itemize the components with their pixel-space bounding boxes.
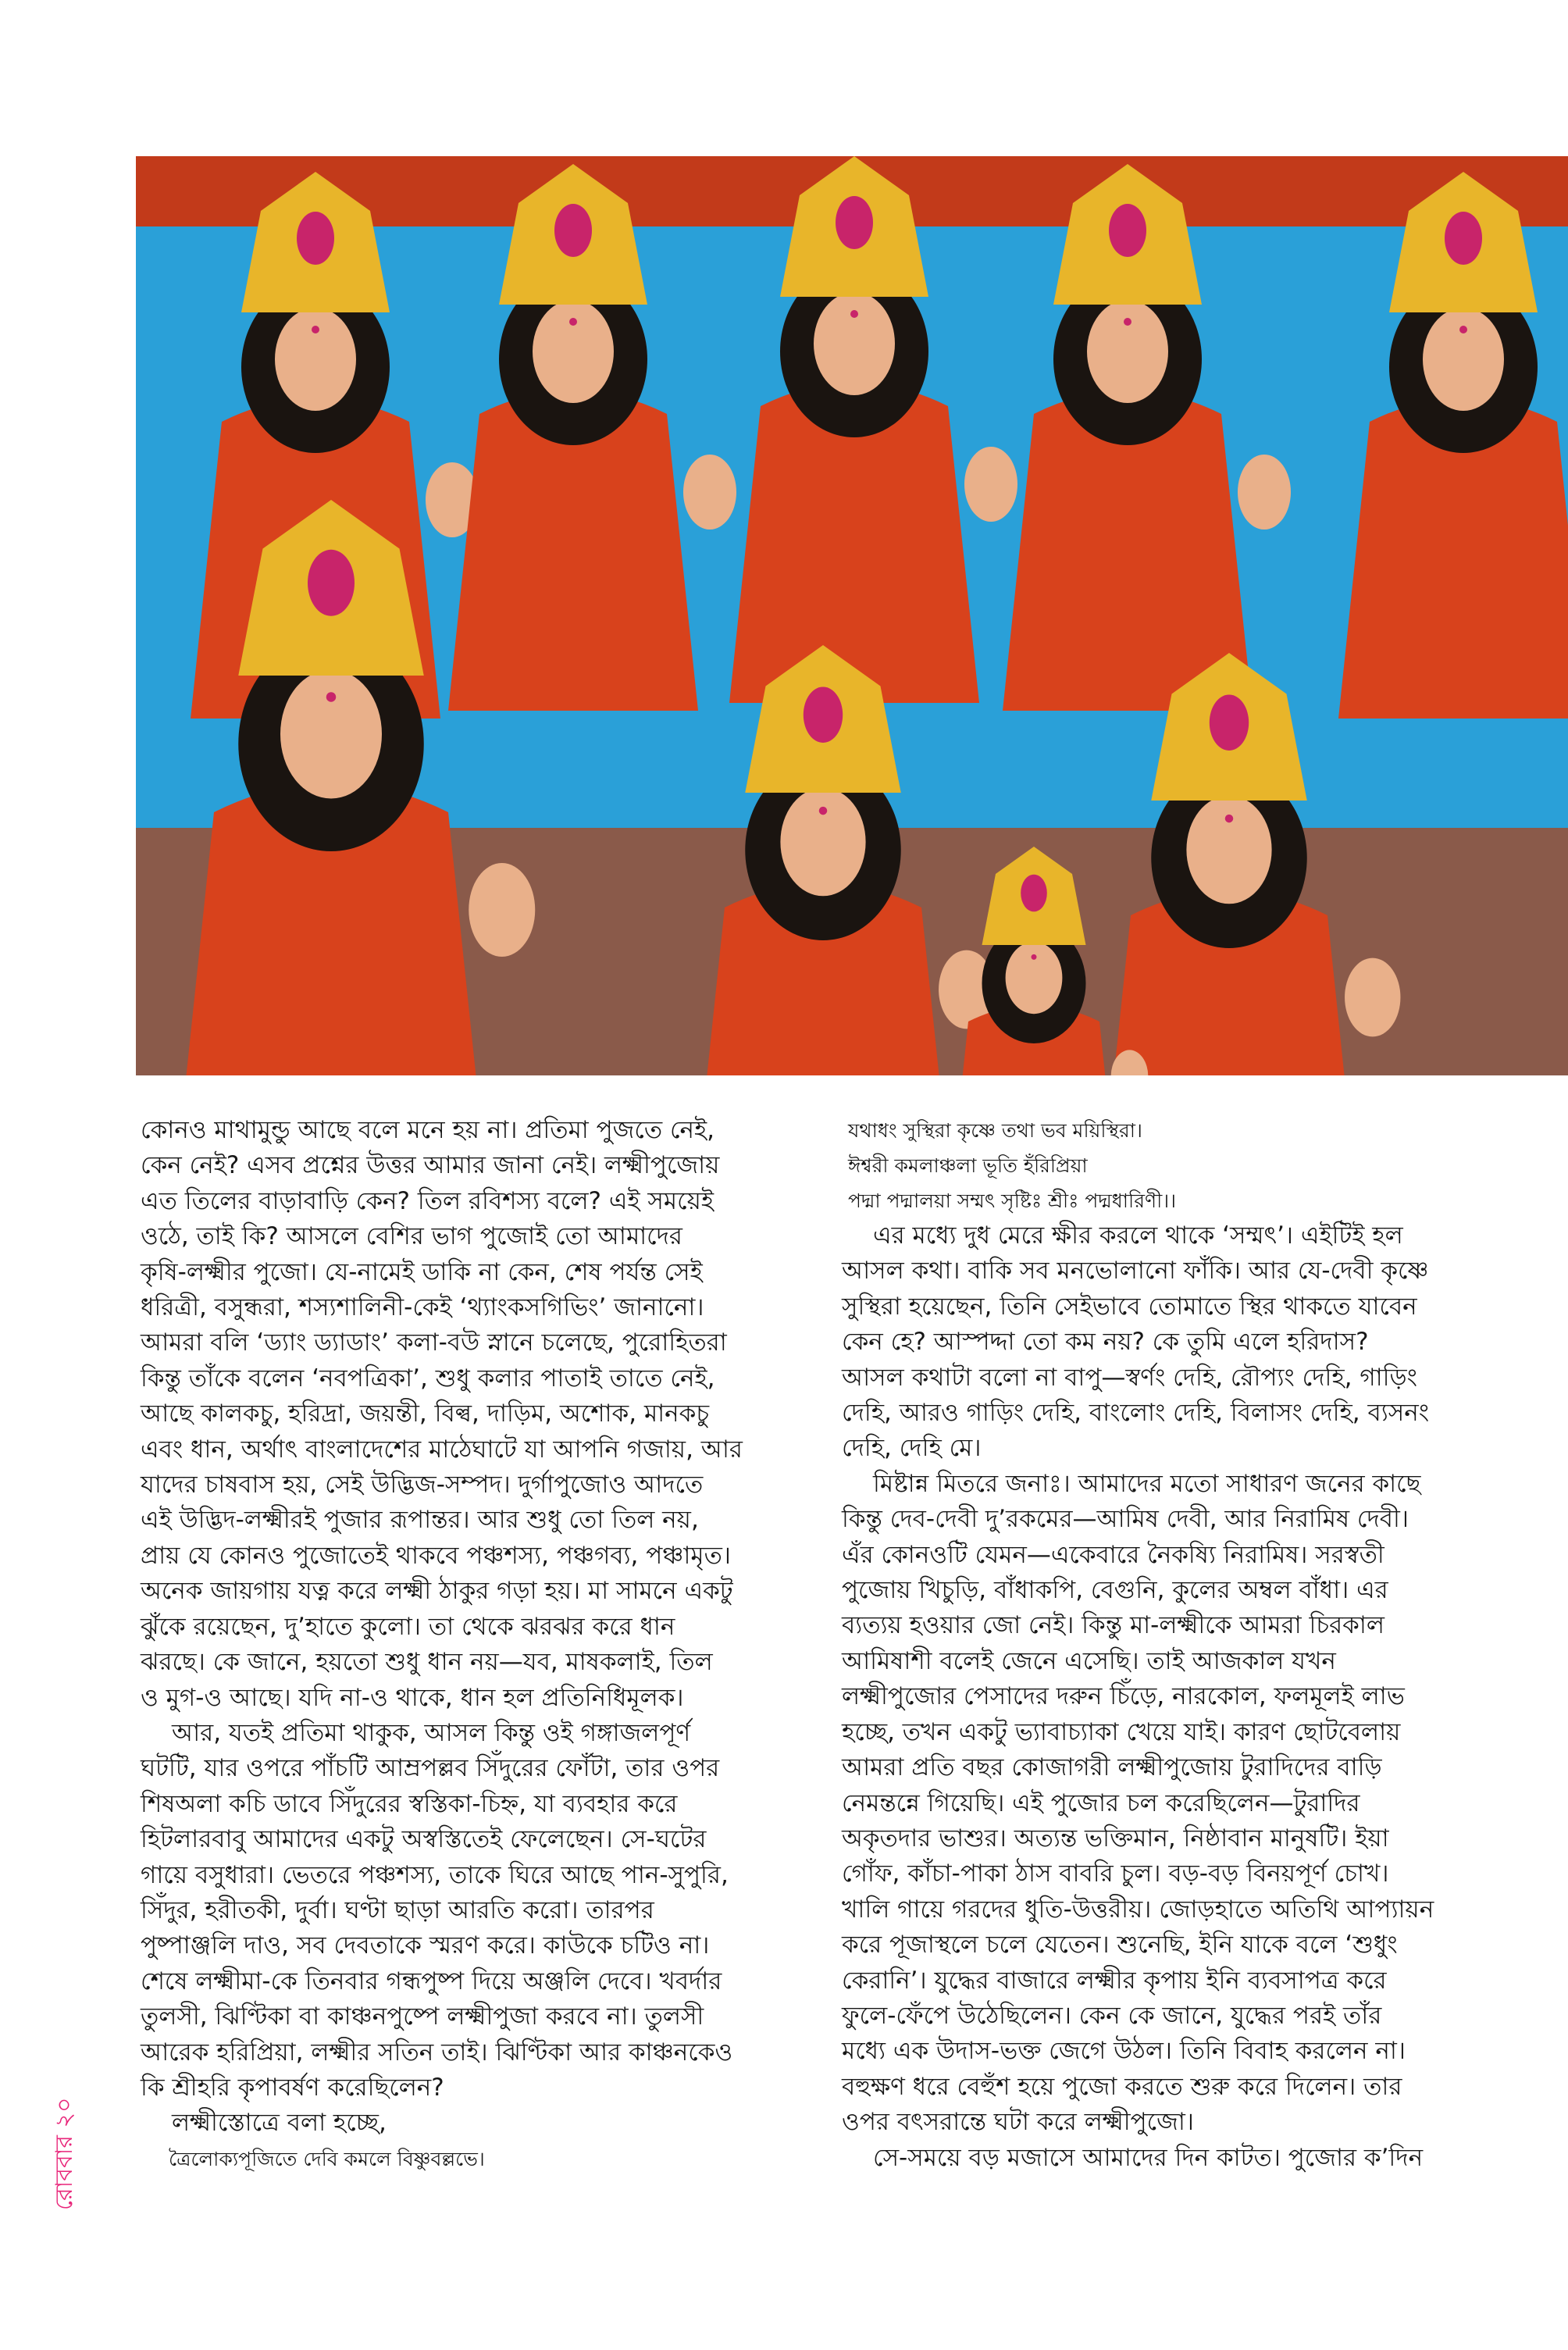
text-line: মিষ্টান্ন মিতরে জনাঃ। আমাদের মতো সাধারণ জনের কাছে	[873, 1469, 1421, 1498]
text-line: ঝরছে। কে জানে, হয়তো শুধু ধান নয়—যব, মাষকলাই, তিল	[141, 1648, 713, 1677]
text-line: এই উদ্ভিদ-লক্ষ্মীরই পুজার রূপান্তর। আর শুধু তো তিল নয়,	[141, 1506, 699, 1535]
idol-9-crown-jewel	[1021, 875, 1047, 912]
text-line: লক্ষ্মীস্তোত্রে বলা হচ্ছে,	[172, 2109, 387, 2138]
idol-8-crown-jewel	[1210, 695, 1249, 751]
article-column-left	[141, 1113, 765, 2177]
idol-2-bindi	[569, 318, 577, 326]
text-line: বহুক্ষণ ধরে বেহুঁশ হয়ে পুজো করতে শুরু করে দিলেন। তার	[842, 2072, 1402, 2101]
idol-6-crown-jewel	[308, 550, 355, 616]
idol-4-raised-hand	[1238, 455, 1291, 530]
idol-1-bindi	[312, 326, 319, 333]
idol-8-bindi	[1225, 815, 1234, 823]
text-line: ঘটটি, যার ওপরে পাঁচটি আম্রপল্লব সিঁদুরের ফোঁটা, তার ওপর	[141, 1754, 720, 1783]
idol-3-bindi	[850, 310, 858, 318]
idol-3-raised-hand	[964, 447, 1017, 522]
idol-2-raised-hand	[683, 455, 736, 530]
text-line: সে-সময়ে বড় মজাসে আমাদের দিন কাটত। পুজোর ক’দিন	[873, 2143, 1424, 2172]
text-line: অনেক জায়গায় যত্ন করে লক্ষ্মী ঠাকুর গড়া হয়। মা সামনে একটু	[141, 1577, 733, 1606]
text-line: ওপর বৎসরান্তে ঘটা করে লক্ষ্মীপুজো।	[842, 2108, 1194, 2137]
lakshmi-idols-photo	[136, 156, 1568, 1075]
text-line: এঁর কোনওটি যেমন—একেবারে নৈকষ্যি নিরামিষ। সরস্বতী	[842, 1540, 1384, 1569]
idol-5-crown-jewel	[1445, 212, 1482, 265]
text-line: শিষঅলা কচি ডাবে সিঁদুরের স্বস্তিকা-চিহ্ন, যা ব্যবহার করে	[141, 1789, 678, 1818]
text-line: আছে কালকচু, হরিদ্রা, জয়ন্তী, বিল্ব, দাড়িম, অশোক, মানকচু	[141, 1400, 710, 1428]
idol-6-bindi	[326, 692, 337, 702]
text-line: আরেক হরিপ্রিয়া, লক্ষ্মীর সতিন তাই। ঝিণ্টিকা আর কাঞ্চনকেও	[141, 2038, 733, 2067]
verse-line: ঈশ্বরী কমলাঞ্চলা ভূতি হঁরিপ্রিয়া	[848, 1154, 1088, 1177]
text-line: এবং ধান, অর্থাৎ বাংলাদেশের মাঠেঘাটে যা আপনি গজায়, আর	[141, 1435, 743, 1464]
text-line: দেহি, দেহি মে।	[842, 1434, 982, 1463]
text-line: ধরিত্রী, বসুন্ধরা, শস্যশালিনী-কেই ‘থ্যাংকসগিভিং’ জানানো।	[141, 1293, 704, 1322]
text-line: ওঠে, তাই কি? আসলে বেশির ভাগ পুজোই তো আমাদের	[141, 1222, 682, 1251]
text-line: কেরানি’। যুদ্ধের বাজারে লক্ষ্মীর কৃপায় ইনি ব্যবসাপত্র করে	[842, 1966, 1387, 1995]
idol-2-face	[533, 300, 614, 403]
text-line: পুজোয় খিচুড়ি, বাঁধাকপি, বেগুনি, কুলের অম্বল বাঁধা। এর	[842, 1576, 1388, 1605]
text-line: কিন্তু দেব-দেবী দু’রকমের—আমিষ দেবী, আর নিরামিষ দেবী।	[842, 1505, 1409, 1534]
text-line: তুলসী, ঝিণ্টিকা বা কাঞ্চনপুষ্পে লক্ষ্মীপুজা করবে না। তুলসী	[141, 2002, 704, 2031]
text-line: মধ্যে এক উদাস-ভক্ত জেগে উঠল। তিনি বিবাহ করলেন না।	[842, 2037, 1406, 2066]
idol-1-crown-jewel	[297, 212, 334, 265]
text-line: যাদের চাষবাস হয়, সেই উদ্ভিজ-সম্পদ। দুর্গাপুজোও আদতে	[141, 1471, 704, 1500]
text-line: অকৃতদার ভাশুর। অত্যন্ত ভক্তিমান, নিষ্ঠাবান মানুষটি। ইয়া	[842, 1824, 1389, 1853]
idol-4-face	[1087, 300, 1168, 403]
text-line: আসল কথা। বাকি সব মনভোলানো ফাঁকি। আর যে-দেবী কৃষ্ণে	[842, 1257, 1429, 1286]
text-line: ফুলে-ফেঁপে উঠেছিলেন। কেন কে জানে, যুদ্ধের পরই তাঁর	[842, 2001, 1382, 2030]
text-line: আমরা প্রতি বছর কোজাগরী লক্ষ্মীপুজোয় টুরাদিদের বাড়ি	[842, 1753, 1382, 1782]
idol-9-face	[1006, 942, 1063, 1014]
text-line: কেন হে? আস্পদ্দা তো কম নয়? কে তুমি এলে হরিদাস?	[842, 1328, 1369, 1357]
idol-4-crown-jewel	[1109, 204, 1146, 257]
text-line: ও মুগ-ও আছে। যদি না-ও থাকে, ধান হল প্রতিনিধিমূলক।	[141, 1683, 684, 1712]
text-line: ঝুঁকে রয়েছেন, দু’হাতে কুলো। তা থেকে ঝরঝর করে ধান	[141, 1612, 675, 1641]
text-line: হচ্ছে, তখন একটু ভ্যাবাচ্যাকা খেয়ে যাই। কারণ ছোটবেলায়	[842, 1717, 1401, 1746]
text-line: কৃষি-লক্ষ্মীর পুজো। যে-নামেই ডাকি না কেন, শেষ পর্যন্ত সেই	[141, 1257, 703, 1286]
verse-line: পদ্মা পদ্মালয়া সম্মৎ সৃষ্টিঃ শ্রীঃ পদ্মধারিণী।।	[848, 1189, 1177, 1212]
text-line: ব্যত্যয় হওয়ার জো নেই। কিন্তু মা-লক্ষ্মীকে আমরা চিরকাল	[842, 1611, 1384, 1640]
text-line: এর মধ্যে দুধ মেরে ক্ষীর করলে থাকে ‘সম্মৎ’। এইটিই হল	[873, 1221, 1403, 1250]
idol-3-crown-jewel	[836, 196, 873, 249]
text-line: করে পূজাস্থলে চলে যেতেন। শুনেছি, ইনি যাকে বলে ‘শুধুং	[842, 1931, 1398, 1960]
text-line: নেমন্তন্নে গিয়েছি। এই পুজোর চল করেছিলেন—টুরাদির	[842, 1788, 1360, 1817]
text-line: পুষ্পাঞ্জলি দাও, সব দেবতাকে স্মরণ করে। কাউকে চটিও না।	[141, 1931, 710, 1960]
text-line: এত তিলের বাড়াবাড়ি কেন? তিল রবিশস্য বলে? এই সময়েই	[141, 1186, 714, 1215]
text-line: আমরা বলি ‘ড্যাং ড্যাডাং’ কলা-বউ স্নানে চলেছে, পুরোহিতরা	[141, 1328, 727, 1357]
idol-6-face	[280, 670, 382, 799]
verse-line: ত্রৈলোক্যপূজিতে দেবি কমলে বিষ্ণুবল্লভে।	[169, 2147, 485, 2170]
idol-5-face	[1423, 308, 1504, 411]
text-line: আর, যতই প্রতিমা থাকুক, আসল কিন্তু ওই গঙ্গাজলপূর্ণ	[172, 1718, 691, 1747]
article-column-right	[842, 1113, 1466, 2176]
text-line: গোঁফ, কাঁচা-পাকা ঠাস বাবরি চুল। বড়-বড় বিনয়পূর্ণ চোখ।	[842, 1860, 1389, 1888]
text-line: গায়ে বসুধারা। ভেতরে পঞ্চশস্য, তাকে ঘিরে আছে পান-সুপুরি,	[141, 1860, 729, 1889]
text-line: সিঁদুর, হরীতকী, দুর্বা। ঘণ্টা ছাড়া আরতি করো। তারপর	[141, 1895, 654, 1924]
idol-3-face	[814, 292, 895, 395]
text-line: দেহি, আরও গাড়িং দেহি, বাংলোং দেহি, বিলাসং দেহি, ব্যসনং	[842, 1399, 1430, 1428]
text-line: কেন নেই? এসব প্রশ্নের উত্তর আমার জানা নেই। লক্ষ্মীপুজোয়	[141, 1151, 720, 1180]
text-line: আসল কথাটা বলো না বাপু—স্বর্ণং দেহি, রৌপ্যং দেহি, গাড়িং	[842, 1363, 1418, 1392]
idol-1-face	[275, 308, 356, 411]
idol-8-raised-hand	[1345, 958, 1400, 1037]
text-line: আমিষাশী বলেই জেনে এসেছি। তাই আজকাল যখন	[842, 1646, 1336, 1675]
idol-7-bindi	[819, 807, 828, 815]
idol-7-face	[780, 788, 865, 897]
idol-9-bindi	[1032, 954, 1037, 960]
text-line: হিটলারবাবু আমাদের একটু অস্বস্তিতেই ফেলেছেন। সে-ঘটের	[141, 1825, 707, 1854]
text-line: কোনও মাথামুন্ডু আছে বলে মনে হয় না। প্রতিমা পুজতে নেই,	[141, 1116, 715, 1144]
text-line: সুস্থিরা হয়েছেন, তিনি সেইভাবে তোমাতে স্থির থাকতে যাবেন	[842, 1292, 1417, 1321]
idol-7-crown-jewel	[804, 687, 843, 743]
text-line: খালি গায়ে গরদের ধুতি-উত্তরীয়। জোড়হাতে অতিথি আপ্যায়ন	[842, 1895, 1434, 1924]
photo-illustration	[136, 156, 1568, 1075]
idol-8-face	[1186, 796, 1271, 904]
text-line: লক্ষ্মীপুজোর পেসাদের দরুন চিঁড়ে, নারকোল, ফলমূলই লাভ	[842, 1682, 1405, 1711]
idol-5-bindi	[1459, 326, 1467, 333]
verse-line: যথাধং সুস্থিরা কৃষ্ণে তথা ভব ময়িস্থিরা।	[848, 1119, 1142, 1142]
text-line: কিন্তু তাঁকে বলেন ‘নবপত্রিকা’, শুধু কলার পাতাই তাতে নেই,	[141, 1364, 715, 1393]
text-line: শেষে লক্ষ্মীমা-কে তিনবার গন্ধপুষ্প দিয়ে অঞ্জলি দেবে। খবর্দার	[141, 1967, 722, 1995]
idol-6-raised-hand	[469, 863, 535, 957]
text-line: কি শ্রীহরি কৃপাবর্ষণ করেছিলেন?	[141, 2073, 444, 2102]
folio: রোববার ২০	[51, 2097, 78, 2210]
idol-2-crown-jewel	[554, 204, 592, 257]
text-line: প্রায় যে কোনও পুজোতেই থাকবে পঞ্চশস্য, পঞ্চগব্য, পঞ্চামৃত।	[141, 1541, 731, 1570]
idol-4-bindi	[1124, 318, 1131, 326]
